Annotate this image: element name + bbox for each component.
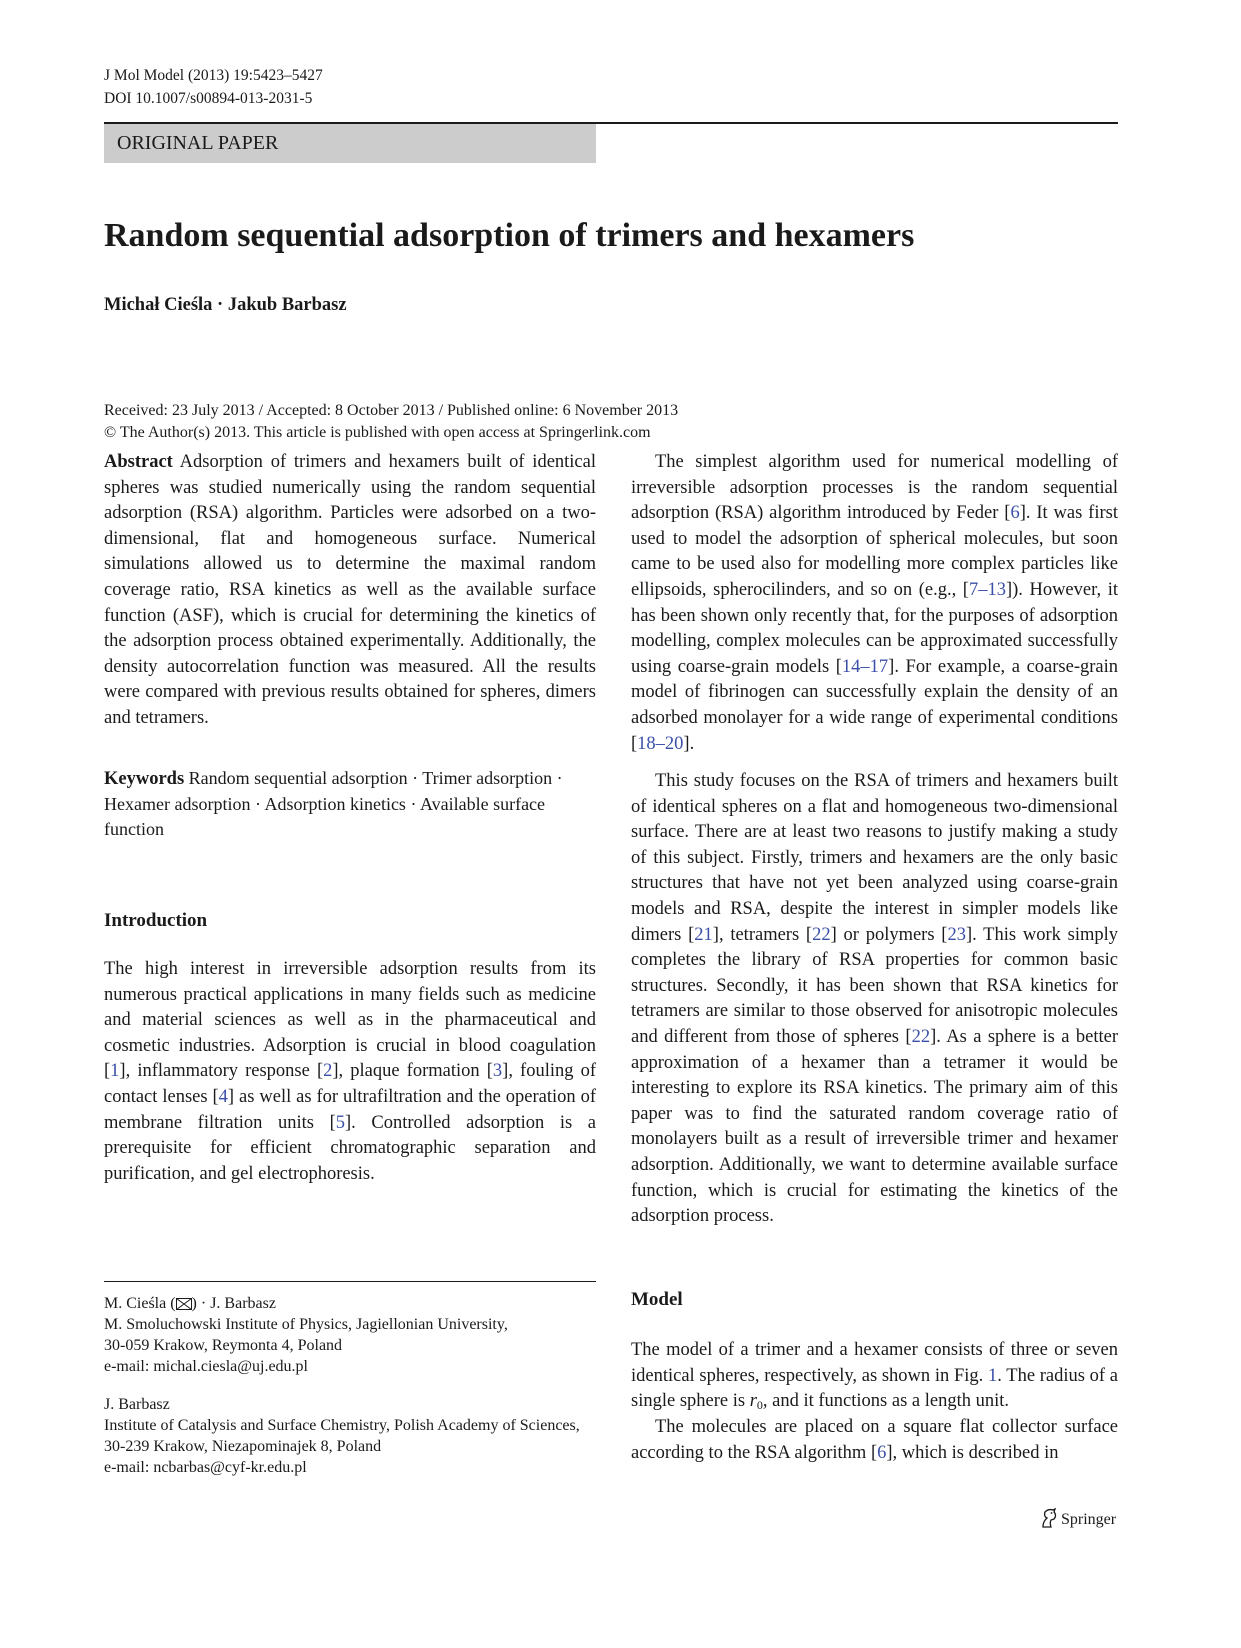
- affiliation-2-name: Institute of Catalysis and Surface Chemistry, Polish Academy of Sciences, 30-239 Krakow, Niezapominajek 8, Poland: [104, 1417, 580, 1455]
- authors: Michał Cieśla · Jakub Barbasz: [104, 295, 347, 315]
- keywords-label: Keywords: [104, 769, 185, 789]
- publisher-logo: [1040, 1508, 1116, 1532]
- paper-type-banner: ORIGINAL PAPER: [104, 124, 596, 163]
- paper-title: Random sequential adsorption of trimers and hexamers: [104, 217, 915, 254]
- springer-horse-icon: [1040, 1508, 1058, 1528]
- citation-link[interactable]: 4: [218, 1086, 228, 1107]
- citation-link[interactable]: 2: [323, 1061, 333, 1082]
- publication-dates: [104, 400, 678, 444]
- journal-header: [104, 64, 323, 110]
- variable-subscript: 0: [756, 1398, 763, 1413]
- abstract-text: Adsorption of trimers and hexamers built of identical spheres was studied numerically using the random sequential adsorption (RSA) algorithm. Particles were adsorbed on a two-dimensional, flat and homogeneous surface. Numerical simulations allowed us to determine the maximal random coverage ratio, RSA kinetics as well as the available surface function (ASF), which is crucial for determining the kinetics of the adsorption process obtained experimentally. Additionally, the density autocorrelation function was measured. All the results were compared with previous results obtained for spheres, dimers and tetramers.: [104, 452, 596, 728]
- model-paragraph-2: The molecules are placed on a square flat collector surface according to the RSA algorithm [6], which is described in: [631, 1417, 1118, 1463]
- citation-link[interactable]: 6: [1010, 503, 1020, 524]
- copyright-symbol: ©: [104, 424, 117, 441]
- keywords-text: Random sequential adsorption · Trimer adsorption · Hexamer adsorption · Adsorption kinetics · Available surface function: [104, 768, 563, 839]
- citation-link[interactable]: 18–20: [637, 733, 684, 754]
- envelope-icon: [176, 1298, 192, 1310]
- introduction-paragraph-1: The high interest in irreversible adsorption results from its numerous practical applications in many fields such as medicine and material sciences as well as in the pharmaceutical and cosmetic industries. Adsorption is crucial in blood coagulation [1], inflammatory response [2], plaque formation [3], fouling of contact lenses [4] as well as for ultrafiltration and the operation of membrane filtration units [5]. Controlled adsorption is a prerequisite for efficient chromatographic separation and purification, and gel electrophoresis.: [104, 959, 597, 1184]
- affiliation-2-person: J. Barbasz: [104, 1396, 170, 1413]
- citation-link[interactable]: 5: [335, 1112, 346, 1133]
- introduction-paragraph-2: The simplest algorithm used for numerical modelling of irreversible adsorption processes is the random sequential adsorption (RSA) algorithm introduced by Feder [6]. It was first used to model the adsorption of spherical molecules, but soon came to be used also for modelling more complex particles like ellipsoids, spherocilinders, and so on (e.g., [7–13]). However, it has been shown only recently that, for the purposes of adsorption modelling, complex molecules can be approximated successfully using coarse-grain models [14–17]. For example, a coarse-grain model of fibrinogen can successfully explain the density of an adsorbed monolayer for a wide range of experimental conditions [18–20].: [631, 452, 1118, 754]
- affiliation-2-block: [104, 1394, 596, 1478]
- model-heading: Model: [631, 1289, 683, 1310]
- citation-link[interactable]: 23: [947, 924, 966, 945]
- affiliation-1-email[interactable]: e-mail: michal.ciesla@uj.edu.pl: [104, 1358, 308, 1375]
- abstract-label: Abstract: [104, 452, 173, 472]
- citation-link[interactable]: 22: [911, 1026, 931, 1047]
- footnote-rule: [104, 1281, 596, 1282]
- copyright-line: [104, 422, 678, 444]
- affiliation-2-email[interactable]: e-mail: ncbarbas@cyf-kr.edu.pl: [104, 1459, 307, 1476]
- introduction-heading: Introduction: [104, 910, 208, 931]
- citation-link[interactable]: 14–17: [841, 656, 889, 677]
- copyright-text: The Author(s) 2013. This article is published with open access at Springerlink.com: [119, 424, 651, 441]
- affiliation-1-name: M. Smoluchowski Institute of Physics, Jagiellonian University,: [104, 1316, 508, 1333]
- variable-r: r: [749, 1391, 757, 1412]
- model-paragraph-1: The model of a trimer and a hexamer consists of three or seven identical spheres, respectively, as shown in Fig. 1. The radius of a single sphere is $r_0$, and it functions as a length unit.: [631, 1340, 1119, 1413]
- citation-link[interactable]: 6: [877, 1442, 887, 1463]
- citation-link[interactable]: 22: [812, 924, 831, 945]
- citation-link[interactable]: 1: [110, 1061, 120, 1082]
- affiliation-1-address: 30-059 Krakow, Reymonta 4, Poland: [104, 1337, 343, 1354]
- introduction-paragraph-3: This study focuses on the RSA of trimers and hexamers built of identical spheres on a flat and homogeneous two-dimensional surface. There are at least two reasons to justify making a study of this subject. Firstly, trimers and hexamers are the only basic structures that have not yet been analyzed using coarse-grain models and RSA, despite the interest in simpler models like dimers [21], tetramers [22] or polymers [23]. This work simply completes the library of RSA properties for common basic structures. Secondly, it has been shown that RSA kinetics for tetramers are similar to those observed for anisotropic molecules and different from those of spheres [22]. As a sphere is a better approximation of a hexamer than a tetramer it would be interesting to explore its RSA kinetics. The primary aim of this paper was to find the saturated random coverage ratio of monolayers built as a result of irreversible trimer and hexamer adsorption. Additionally, we want to determine available surface function, which is crucial for estimating the kinetics of the adsorption process.: [631, 771, 1118, 1227]
- correspondence-line: M. Cieśla ( ) · J. Barbasz: [104, 1295, 276, 1312]
- citation-link[interactable]: 7–13: [968, 579, 1006, 600]
- journal-citation: J Mol Model (2013) 19:5423–5427: [104, 67, 323, 84]
- citation-link[interactable]: 3: [492, 1061, 503, 1082]
- citation-link[interactable]: 21: [694, 924, 713, 945]
- publisher-name: Springer: [1061, 1511, 1117, 1528]
- dates-line: Received: 23 July 2013 / Accepted: 8 October 2013 / Published online: 6 November 2013: [104, 402, 679, 419]
- keywords: [104, 766, 596, 842]
- abstract: [104, 450, 596, 732]
- figure-link[interactable]: 1: [988, 1365, 998, 1386]
- doi: DOI 10.1007/s00894-013-2031-5: [104, 90, 313, 107]
- correspondence-block: [104, 1293, 596, 1377]
